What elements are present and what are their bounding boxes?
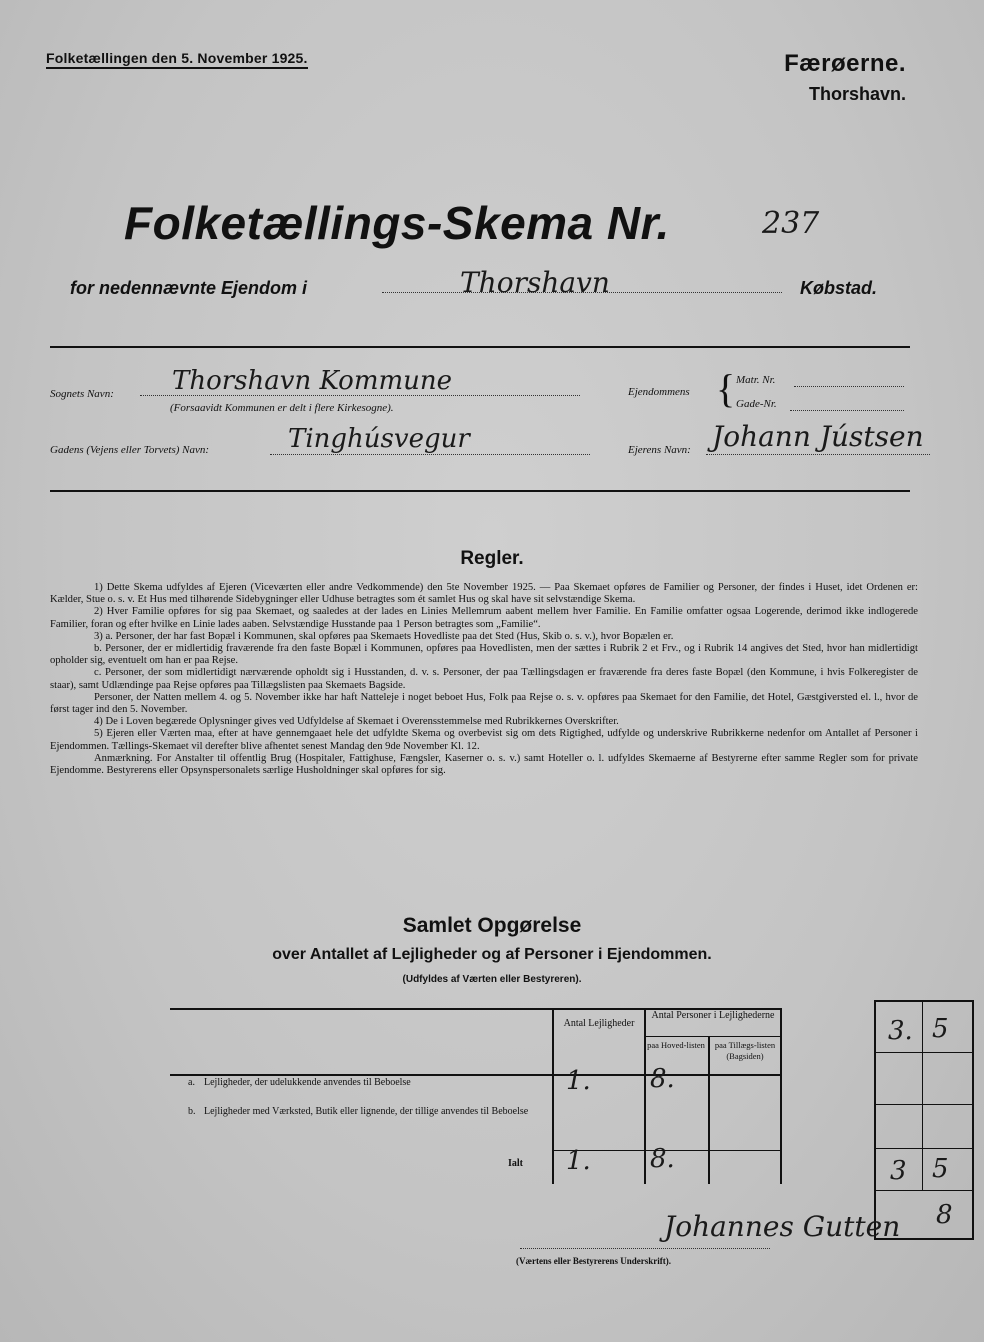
tally-rule-3 — [874, 1148, 972, 1149]
brace-icon: { — [716, 366, 736, 411]
street-value: Tinghúsvegur — [288, 424, 470, 454]
matr-nr-label: Matr. Nr. — [736, 374, 776, 386]
census-date-line: Folketællingen den 5. November 1925. — [46, 50, 308, 69]
street-dotted-line — [270, 454, 590, 455]
row-a-hovedliste: 8. — [650, 1064, 675, 1094]
owner-value: Johann Jústsen — [712, 420, 924, 453]
tally-mid-right: 5 — [932, 1154, 949, 1184]
row-a-label: Lejligheder, der udelukkende anvendes til Beboelse — [204, 1077, 411, 1088]
summary-title: Samlet Opgørelse — [402, 914, 582, 937]
rule-paragraph: Personer, der Natten mellem 4. og 5. November ikke har haft Natteleje i noget beboet Hus, Folk paa Rejse o. s. v. opføres paa Skemaet for den Familie, det Hotel, Gæstgiversted el. l., hvor de først tager ind den 5. November. — [50, 691, 918, 716]
gade-nr-dotted-line — [790, 410, 904, 411]
table-vline-4 — [780, 1008, 782, 1184]
table-vline-2 — [644, 1008, 646, 1184]
summary-subtitle: over Antallet af Lejligheder og af Personer i Ejendommen. — [272, 946, 712, 963]
rules-text — [50, 582, 918, 777]
divider-top — [50, 346, 910, 348]
parish-label: Sognets Navn: — [50, 388, 114, 400]
tally-rule-1 — [874, 1052, 972, 1053]
row-a-letter: a. — [188, 1077, 195, 1088]
parish-note: (Forsaavidt Kommunen er delt i flere Kirkesogne). — [170, 402, 394, 414]
col-hoved-header: paa Hoved-listen — [647, 1040, 705, 1050]
table-vline-1 — [552, 1008, 554, 1184]
row-b-letter: b. — [188, 1106, 196, 1117]
rule-paragraph: 5) Ejeren eller Værten maa, efter at have gennemgaaet hele det udfyldte Skema og overbevist sig om dets Rigtighed, udfylde og underskrive Rubrikkerne nedenfor om Antallet af Personer i Ejendommen. Tællings-Skemaet vil derefter blive afhentet senest Mandag den 9de November Kl. 12. — [50, 728, 918, 752]
region-name: Færøerne. — [784, 50, 906, 77]
rule-paragraph: 1) Dette Skema udfyldes af Ejeren (Viceværten eller andre Vedkommende) den 5te November 1925. — Paa Skemaet opføres de Familier og Personer, der findes i Huset, idet Ordenen er: Kælder, Stue o. s. v. Et Hus med tilhørende Sidebygninger eller Udhuse betragtes som ét samlet Hus og skal have sit selvstændige Skema. — [50, 582, 918, 606]
rule-paragraph: c. Personer, der som midlertidigt nærværende opholdt sig i Husstanden, d. v. s. Personer, der paa Tællingsdagen er fraværende fra deres faste Bopæl (den Kommune, i hvis Folkeregister de staar), samt Udlændinge paa Rejse opføres paa Tillægslisten paa Skemaets Bagside. — [50, 667, 918, 691]
owner-label: Ejerens Navn: — [628, 444, 691, 456]
form-title: Folketællings-Skema Nr. — [124, 197, 670, 249]
row-b-label: Lejligheder med Værksted, Butik eller lignende, der tillige anvendes til Beboelse — [204, 1106, 529, 1117]
tally-rule-4 — [874, 1190, 972, 1191]
rule-paragraph: 4) De i Loven begærede Oplysninger gives ved Udfyldelse af Skemaet i Overensstemmelse med Rubrikkernes Overskrifter. — [94, 716, 619, 728]
tally-rule-2 — [874, 1104, 972, 1105]
rules-title: Regler. — [460, 548, 524, 569]
col-lejligheder-header: Antal Lejligheder — [563, 1018, 635, 1029]
tally-top-left: 3. — [888, 1016, 913, 1046]
tally-bottom: 8 — [936, 1200, 953, 1230]
town-name: Thorshavn. — [808, 84, 906, 104]
owner-dotted-line — [706, 454, 930, 455]
col-tillaeg-header: paa Tillægs-listen (Bagsiden) — [714, 1040, 776, 1061]
col-personer-header: Antal Personer i Lejlighederne — [651, 1010, 775, 1021]
tally-mid-left: 3 — [890, 1156, 907, 1186]
total-hovedliste: 8. — [650, 1144, 675, 1174]
property-label: Ejendommens — [628, 386, 690, 398]
matr-dotted-line — [794, 386, 904, 387]
divider-bottom — [50, 490, 910, 492]
tally-top-right: 5 — [932, 1014, 949, 1044]
form-number: 237 — [762, 206, 820, 241]
row-a-lejligheder: 1. — [566, 1066, 591, 1096]
place-handwritten: Thorshavn — [460, 266, 610, 299]
rule-paragraph: 2) Hver Familie opføres for sig paa Skemaet, og saaledes at der lades en Linies Mellemrum aabent mellem hver Familie. En Familie omfatter ogsaa Logerende, derimod ikke indlogerede Familier, foran og efter hvilke en Linie lades aaben. Selvstændige Husstande paa 1 Person betragtes som „Familie“. — [50, 606, 918, 630]
street-label: Gadens (Vejens eller Torvets) Navn: — [50, 444, 210, 456]
for-property-label: for nedennævnte Ejendom i — [70, 278, 308, 298]
table-subheader-rule — [644, 1036, 780, 1037]
signature-dotted-line — [520, 1248, 770, 1249]
kobstad-label: Købstad. — [800, 278, 878, 298]
gade-nr-label: Gade-Nr. — [736, 398, 777, 410]
rule-paragraph: 3) a. Personer, der har fast Bopæl i Kommunen, skal opføres paa Skemaets Hovedliste paa det Sted (Hus, Skib o. s. v.), hvor Bopælen er. — [94, 630, 674, 642]
table-header-rule — [170, 1074, 780, 1076]
signature-caption: (Værtens eller Bestyrerens Underskrift). — [516, 1256, 671, 1266]
total-lejligheder: 1. — [566, 1146, 591, 1176]
signature: Johannes Gutten — [664, 1210, 901, 1243]
tally-vline — [922, 1000, 923, 1190]
parish-value: Thorshavn Kommune — [172, 366, 453, 396]
rule-paragraph: b. Personer, der er midlertidig fraværende fra den faste Bopæl i Kommunen, opføres paa Hovedlisten, men der sættes i Rubrik 2 et Frv., og i Rubrik 14 angives det Sted, hvor han midlertidigt opholder sig, eventuelt om han er paa Rejse. — [50, 643, 918, 667]
summary-note: (Udfyldes af Værten eller Bestyreren). — [402, 974, 582, 985]
rule-note: Anmærkning. For Anstalter til offentlig Brug (Hospitaler, Fattighuse, Fængsler, Kaserner o. s. v.) samt Hoteller o. l. udfyldes Skemaerne af Bestyrerne efter samme Regler som for private Ejendomme. Bestyrerens eller Opsynspersonalets særlige Husholdninger skal opføres for sig. — [50, 752, 918, 777]
total-label: Ialt — [508, 1158, 523, 1169]
